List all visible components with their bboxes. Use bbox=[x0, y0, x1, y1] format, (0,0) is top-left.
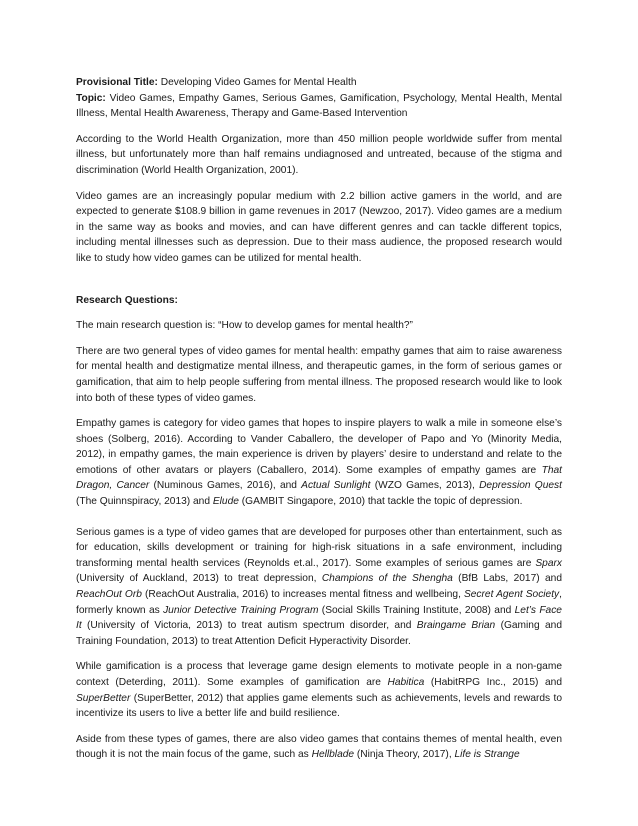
game-title: Life is Strange bbox=[454, 749, 520, 761]
game-title: Sparx bbox=[535, 557, 562, 569]
text-run: (University of Victoria, 2013) to treat autism spectrum disorder, and bbox=[81, 620, 417, 632]
document-page bbox=[76, 75, 562, 763]
game-title: Elude bbox=[212, 496, 239, 508]
text-run: (GAMBIT Singapore, 2010) that tackle the topic of depression. bbox=[238, 496, 523, 508]
provisional-title bbox=[76, 75, 562, 91]
text-run: (Social Skills Training Institute, 2008) and bbox=[318, 604, 515, 616]
text-run: (University of Auckland, 2013) to treat depression, bbox=[76, 573, 322, 585]
paragraph-empathy-games bbox=[76, 416, 562, 510]
provisional-title-label: Provisional Title: bbox=[76, 77, 158, 88]
game-title: Depression Quest bbox=[479, 480, 562, 492]
game-title: Hellblade bbox=[311, 749, 355, 761]
paragraph-serious-games bbox=[76, 525, 562, 650]
game-title: Braingame Brian bbox=[416, 620, 496, 632]
research-questions-heading: Research Questions: bbox=[76, 294, 178, 306]
text-run: (HabitRPG Inc., 2015) and bbox=[424, 677, 562, 688]
game-title: Habitica bbox=[387, 677, 425, 688]
game-title: Champions of the Shengha bbox=[321, 573, 453, 585]
game-title: ReachOut Orb bbox=[76, 589, 142, 601]
topic-label: Topic: bbox=[76, 92, 106, 104]
game-title: That Dragon, Cancer bbox=[76, 464, 562, 492]
text-run: (Ninja Theory, 2017), bbox=[354, 749, 455, 761]
text-run: Serious games is a type of video games that are developed for purposes other than entertainment, such as for education, skills development or training for high-risk situations in a safe environment, including transforming mental health services (Reynolds et.al., 2017). Some examples of serious games are bbox=[76, 526, 562, 569]
paragraph-game-types: There are two general types of video games for mental health: empathy games that aim to raise awareness for mental health and destigmatize mental illness, and therapeutic games, in the form of serious games or gamification, that aim to help people suffering from mental illness. The proposed research would like to look into both of these types of video games. bbox=[76, 345, 562, 404]
text-run: (SuperBetter, 2012) that applies game elements such as achievements, levels and rewards to incentivize its users to live a better life and build resilience. bbox=[76, 692, 562, 720]
topic-line bbox=[76, 91, 562, 122]
paragraph-who: According to the World Health Organization, more than 450 million people worldwide suffer from mental illness, but unfortunately more than half remains undiagnosed and untreated, because of the stigma and discrimination (World Health Organization, 2001). bbox=[76, 133, 562, 176]
game-title: SuperBetter bbox=[76, 692, 131, 704]
text-run: (The Quinnspiracy, 2013) and bbox=[76, 496, 213, 508]
topic-text: Video Games, Empathy Games, Serious Games, Gamification, Psychology, Mental Health, Mental Illness, Mental Health Awareness, Therapy and Game-Based Intervention bbox=[76, 92, 562, 120]
paragraph-video-games: Video games are an increasingly popular medium with 2.2 billion active gamers in the world, and are expected to generate $108.9 billion in game revenues in 2017 (Newzoo, 2017). Video games are a medium in the same way as books and movies, and can have different genres and can tackle different topics, including mental illnesses such as depression. Due to their mass audience, the proposed research would like to study how video games can be utilized for mental health. bbox=[76, 190, 562, 264]
text-run: (Numinous Games, 2016), and bbox=[149, 480, 302, 492]
text-run: Aside from these types of games, there are also video games that contains themes of mental health, even though it is not the main focus of the game, such as bbox=[76, 733, 562, 761]
text-run: , formerly known as bbox=[76, 589, 562, 616]
paragraph-gamification bbox=[76, 659, 562, 721]
paragraph-mental-health-themes bbox=[76, 732, 562, 763]
main-research-question: The main research question is: “How to develop games for mental health?” bbox=[76, 320, 413, 332]
game-title: Secret Agent Society bbox=[463, 589, 560, 601]
game-title: Let’s Face It bbox=[76, 604, 562, 632]
text-run: (BfB Labs, 2017) and bbox=[452, 573, 562, 585]
text-run: (WZO Games, 2013), bbox=[370, 480, 480, 492]
game-title: Actual Sunlight bbox=[301, 480, 371, 492]
text-run: (ReachOut Australia, 2016) to increases mental fitness and wellbeing, bbox=[141, 589, 464, 601]
text-run: Empathy games is category for video games that hopes to inspire players to walk a mile in someone else’s shoes (Solberg, 2016). According to Vander Caballero, the developer of Papo and Yo (Minority Media, 2012), in empathy games, the main experience is driven by players’ desire to understand and relate to the emotions of other avatars or players (Caballero, 2014). Some examples of empathy games are bbox=[76, 418, 562, 476]
game-title: Junior Detective Training Program bbox=[163, 604, 319, 616]
provisional-title-text: Developing Video Games for Mental Health bbox=[157, 77, 357, 88]
text-run: While gamification is a process that leverage game design elements to motivate people in a non-game context (Deterding, 2011). Some examples of gamification are bbox=[76, 661, 562, 688]
text-run: (Gaming and Training Foundation, 2013) to treat Attention Deficit Hyperactivity Disorder. bbox=[76, 620, 562, 647]
